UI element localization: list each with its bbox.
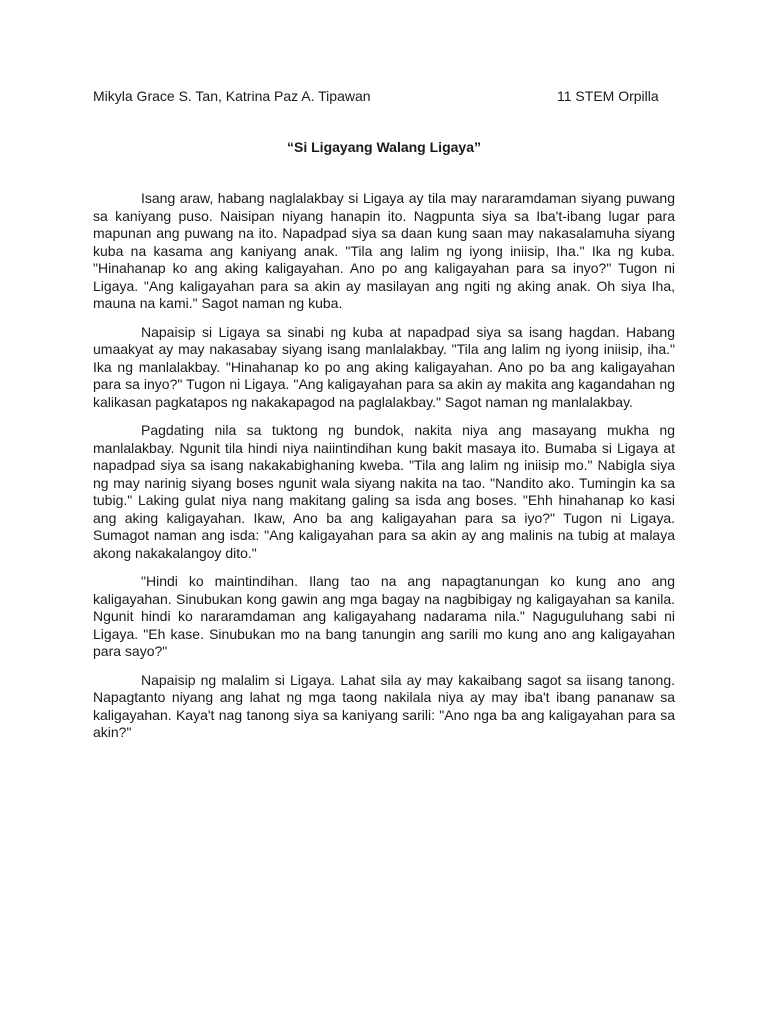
paragraph: Napaisip ng malalim si Ligaya. Lahat sila ay may kakaibang sagot sa iisang tanong. Napagtanto niyang ang lahat ng mga taong nakilala niya ay may iba't ibang pananaw sa kaligayahan. Kaya't nag tanong siya sa kaniyang sarili: "Ano nga ba ang kaligayahan para sa akin?" (93, 671, 675, 740)
paragraph: Pagdating nila sa tuktong ng bundok, nakita niya ang masayang mukha ng manlalakbay. Ngunit tila hindi niya naiintindihan kung bakit masaya ito. Bumaba si Ligaya at napadpad siya sa isang nakakabighaning kweba. "Tila ang lalim ng iniisip mo." Nabigla siya ng may narinig siyang boses ngunit wala siyang nakita na tao. "Nandito ako. Tumingin ka sa tubig." Laking gulat niya nang makitang galing sa isda ang boses. "Ehh hinahanap ko kasi ang aking kaligayahan. Ikaw, Ano ba ang kaligayahan para sa iyo?" Tugon ni Ligaya. Sumagot naman ang isda: "Ang kaligayahan para sa akin ay ang malinis na tubig at malaya akong nakakalangoy dito." (93, 422, 675, 561)
class-section: 11 STEM Orpilla (557, 88, 659, 104)
paragraph: "Hindi ko maintindihan. Ilang tao na ang napagtanungan ko kung ano ang kaligayahan. Sinubukan kong gawin ang mga bagay na nagbibigay ng kaligayahan sa kanila. Ngunit hindi ko nararamdaman ang kaligayahang nadarama nila." Naguguluhang sabi ni Ligaya. "Eh kase. Sinubukan mo na bang tanungin ang sarili mo kung ano ang kaligayahan para sayo?" (93, 573, 675, 659)
paragraph: Isang araw, habang naglalakbay si Ligaya ay tila may nararamdaman siyang puwang sa kaniyang puso. Naisipan niyang hanapin ito. Nagpunta siya sa Iba't-ibang lugar para mapunan ang puwang na ito. Napadpad siya sa daan kung saan may nakasalamuha siyang kuba na kasama ang kaniyang anak. "Tila ang lalim ng iyong iniisip, Iha." Ika ng kuba. "Hinahanap ko ang aking kaligayahan. Ano po ang kaligayahan para sa inyo?" Tugon ni Ligaya. "Ang kaligayahan para sa akin ay masilayan ang ngiti ng aking anak. Oh siya Iha, mauna na kami." Sagot naman ng kuba. (93, 190, 675, 311)
story-title: “Si Ligayang Walang Ligaya” (287, 139, 481, 155)
author-names: Mikyla Grace S. Tan, Katrina Paz A. Tipawan (93, 88, 371, 104)
paragraph: Napaisip si Ligaya sa sinabi ng kuba at napadpad siya sa isang hagdan. Habang umaakyat ay may nakasabay siyang isang manlalakbay. "Tila ang lalim ng iyong iniisip, iha." Ika ng manlalakbay. "Hinahanap ko po ang aking kaligayahan. Ano po ba ang kaligayahan para sa inyo?" Tugon ni Ligaya. "Ang kaligayahan para sa akin ay makita ang kagandahan ng kalikasan pagkatapos ng nakakapagod na paglalakbay." Sagot naman ng manlalakbay. (93, 323, 675, 410)
story-body (93, 190, 675, 753)
